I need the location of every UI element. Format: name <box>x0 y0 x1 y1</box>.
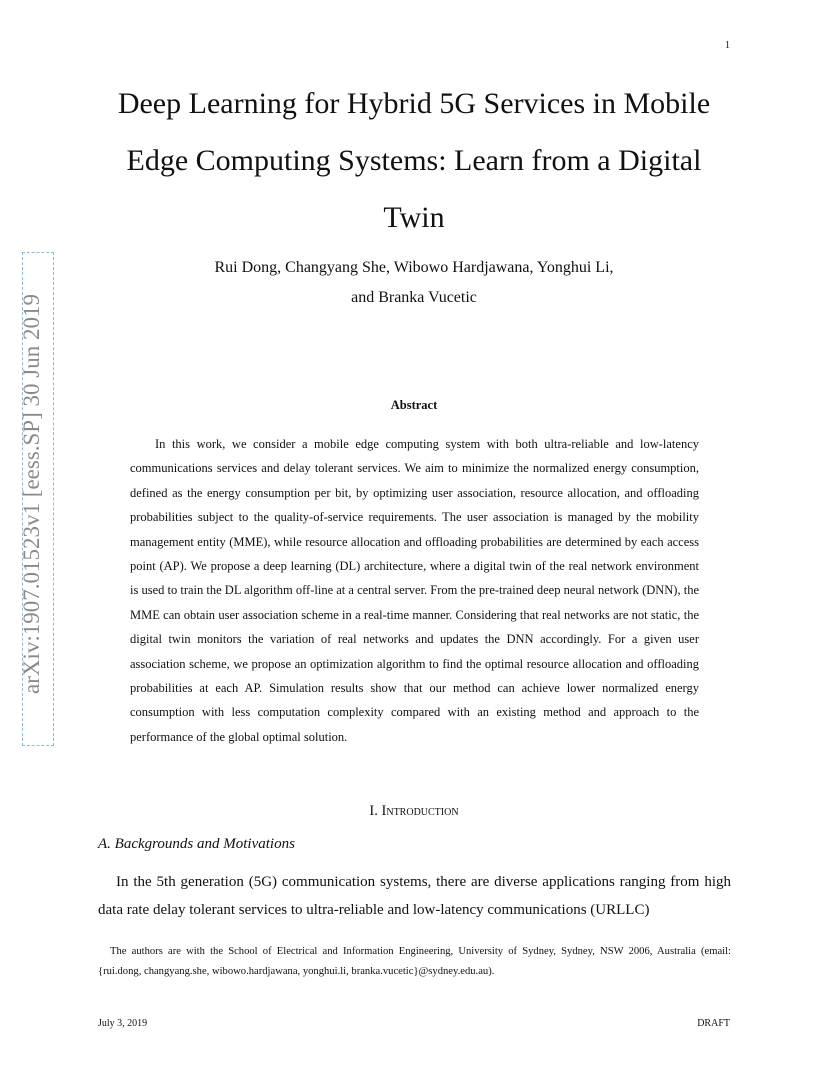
section-title: Introduction <box>381 803 459 819</box>
section-number: I. <box>369 803 378 819</box>
author-footnote: The authors are with the School of Electrical and Information Engineering, University of Sydney, Sydney, NSW 2006, Australia (email: {rui.dong, changyang.she, wibowo.hardjawana, yonghui.li, branka.vucetic}@sydney.edu.au). <box>98 946 731 977</box>
section-heading-introduction <box>96 803 732 820</box>
footer-date: July 3, 2019 <box>98 1018 148 1029</box>
paper-title: Deep Learning for Hybrid 5G Services in Mobile Edge Computing Systems: Learn from a Digital Twin <box>117 87 711 234</box>
subsection-title: Backgrounds and Motivations <box>114 836 295 852</box>
page-number: 1 <box>725 40 730 51</box>
arxiv-stamp: arXiv:1907.01523v1 [eess.SP] 30 Jun 2019 <box>19 294 44 694</box>
abstract-heading: Abstract <box>390 398 438 412</box>
abstract-text: In this work, we consider a mobile edge computing system with both ultra-reliable and low-latency communications services and delay tolerant services. We aim to minimize the normalized energy consumption, defined as the energy consumption per bit, by optimizing user association, resource allocation, and offloading probabilities subject to the quality-of-service requirements. The user association is managed by the mobility management entity (MME), while resource allocation and offloading probabilities are determined by each access point (AP). We propose a deep learning (DL) architecture, where a digital twin of the real network environment is used to train the DL algorithm off-line at a central server. From the pre-trained deep neural network (DNN), the MME can obtain user association scheme in a real-time manner. Considering that real networks are not static, the digital twin monitors the variation of real networks and updates the DNN accordingly. For a given user association scheme, we propose an optimization algorithm to find the optimal resource allocation and offloading probabilities at each AP. Simulation results show that our method can achieve lower normalized energy consumption with less computation complexity compared with an existing method and approach to the performance of the global optimal solution. <box>130 437 699 744</box>
author-list <box>96 253 732 313</box>
author-line-1: Rui Dong, Changyang She, Wibowo Hardjawana, Yonghui Li, <box>214 259 614 276</box>
footer-draft-label: DRAFT <box>697 1018 730 1029</box>
body-paragraph: In the 5th generation (5G) communication systems, there are diverse applications ranging from high data rate delay tolerant services to ultra-reliable and low-latency communications (URLLC) <box>98 874 731 918</box>
subsection-label: A. <box>98 836 111 852</box>
author-line-2: and Branka Vucetic <box>351 289 477 306</box>
subsection-heading <box>98 836 295 853</box>
